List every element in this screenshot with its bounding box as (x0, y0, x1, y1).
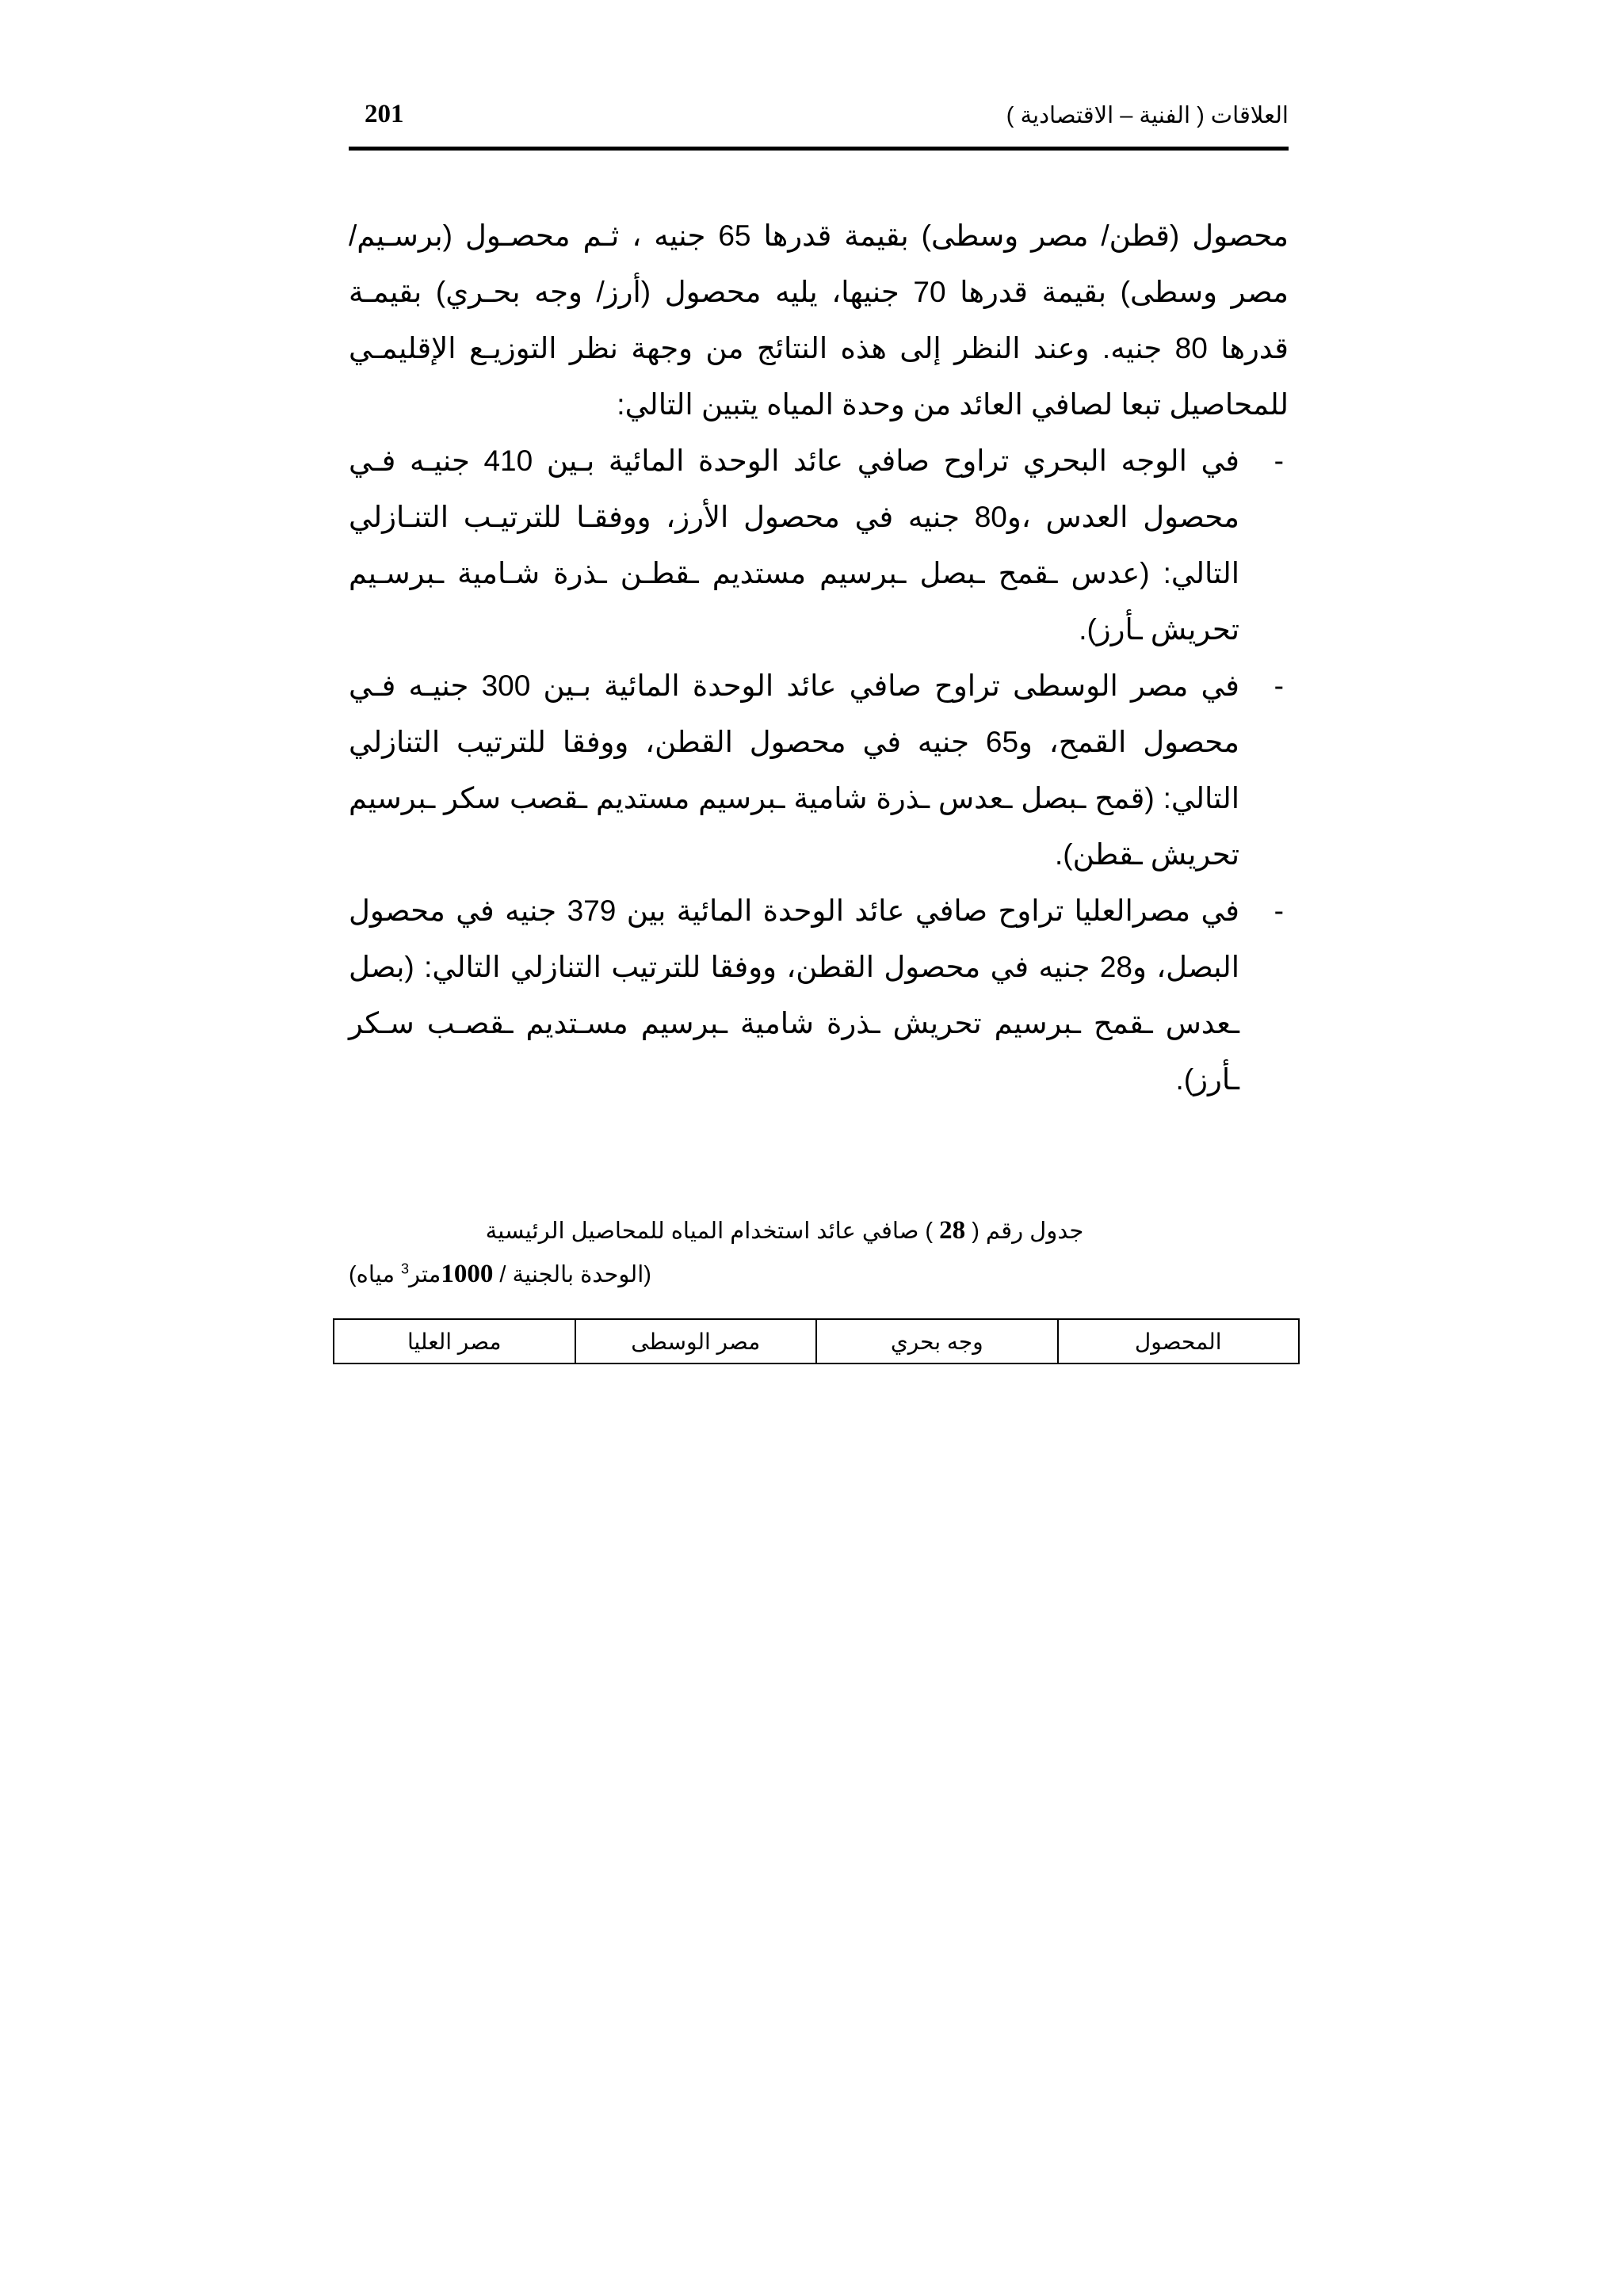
header-divider (349, 147, 1289, 151)
table-unit-note (333, 1260, 1300, 1289)
running-title: العلاقات ( الفنية – الاقتصادية ) (1006, 103, 1289, 128)
column-header-middle-egypt: مصر الوسطى (575, 1319, 817, 1363)
results-list (349, 433, 1289, 1108)
list-item-text: في الوجه البحري تراوح صافي عائد الوحدة المائية بـين 410 جنيـه فـي محصول العدس ،و80 جنيه في محصول الأرز، ووفقـا للترتيـب التنـازلي التالي: (عدس ـقمح ـبصل ـبرسيم مستديم ـقطـن ـذرة شـامية ـبرسـيم تحريش ـأرز). (349, 444, 1239, 646)
list-item (349, 433, 1289, 658)
table-title-prefix: جدول رقم ( (972, 1219, 1084, 1244)
list-item (349, 883, 1289, 1108)
unit-bold-value: 1000 (441, 1260, 494, 1288)
unit-mid: متر (409, 1262, 441, 1287)
list-item-text: في مصر الوسطى تراوح صافي عائد الوحدة المائية بـين 300 جنيـه فـي محصول القمح، و65 جنيه في محصول القطن، ووفقا للترتيب التنازلي التالي: (قمح ـبصل ـعدس ـذرة شامية ـبرسيم مستديم ـقصب سكر ـبرسيم تحريش ـقطن). (349, 669, 1239, 871)
column-header-upper-egypt: مصر العليا (334, 1319, 575, 1363)
table-header-row (334, 1319, 1299, 1363)
table-caption-block (333, 1216, 1300, 1289)
page-number: 201 (365, 100, 404, 128)
body-text (349, 208, 1289, 1108)
column-header-crop: المحصول (1058, 1319, 1300, 1363)
list-item-text: في مصرالعليا تراوح صافي عائد الوحدة المائية بين 379 جنيه في محصول البصل، و28 جنيه في محصول القطن، ووفقا للترتيب التنازلي التالي: (بصل ـعدس ـقمح ـبرسيم تحريش ـذرة شامية ـبرسيم مسـتديم ـقصـب سـكر ـأرز). (349, 894, 1240, 1096)
list-item (349, 658, 1289, 883)
data-table (333, 1318, 1300, 1364)
dash-bullet: - (1274, 669, 1284, 702)
unit-suffix: مياه) (349, 1262, 402, 1287)
unit-prefix: (الوحدة بالجنية / (499, 1262, 651, 1287)
table-title-suffix: ) صافي عائد استخدام المياه للمحاصيل الرئيسية (485, 1219, 934, 1244)
intro-paragraph: محصول (قطن/ مصر وسطى) بقيمة قدرها 65 جنيه ، ثـم محصـول (برسـيم/ مصر وسطى) بقيمة قدرها 70 جنيها، يليه محصول (أرز/ وجه بحـري) بقيمـة قدرها 80 جنيه. وعند النظر إلى هذه النتائج من وجهة نظر التوزيـع الإقليمـي للمحاصيل تبعا لصافي العائد من وحدة المياه يتبين التالي: (349, 219, 1289, 421)
table-title (333, 1216, 1300, 1245)
table-number: 28 (939, 1216, 966, 1245)
dash-bullet: - (1274, 894, 1284, 927)
unit-superscript: 3 (401, 1261, 410, 1277)
page-header (349, 93, 1289, 149)
column-header-lower-egypt: وجه بحري (816, 1319, 1058, 1363)
dash-bullet: - (1274, 444, 1284, 477)
